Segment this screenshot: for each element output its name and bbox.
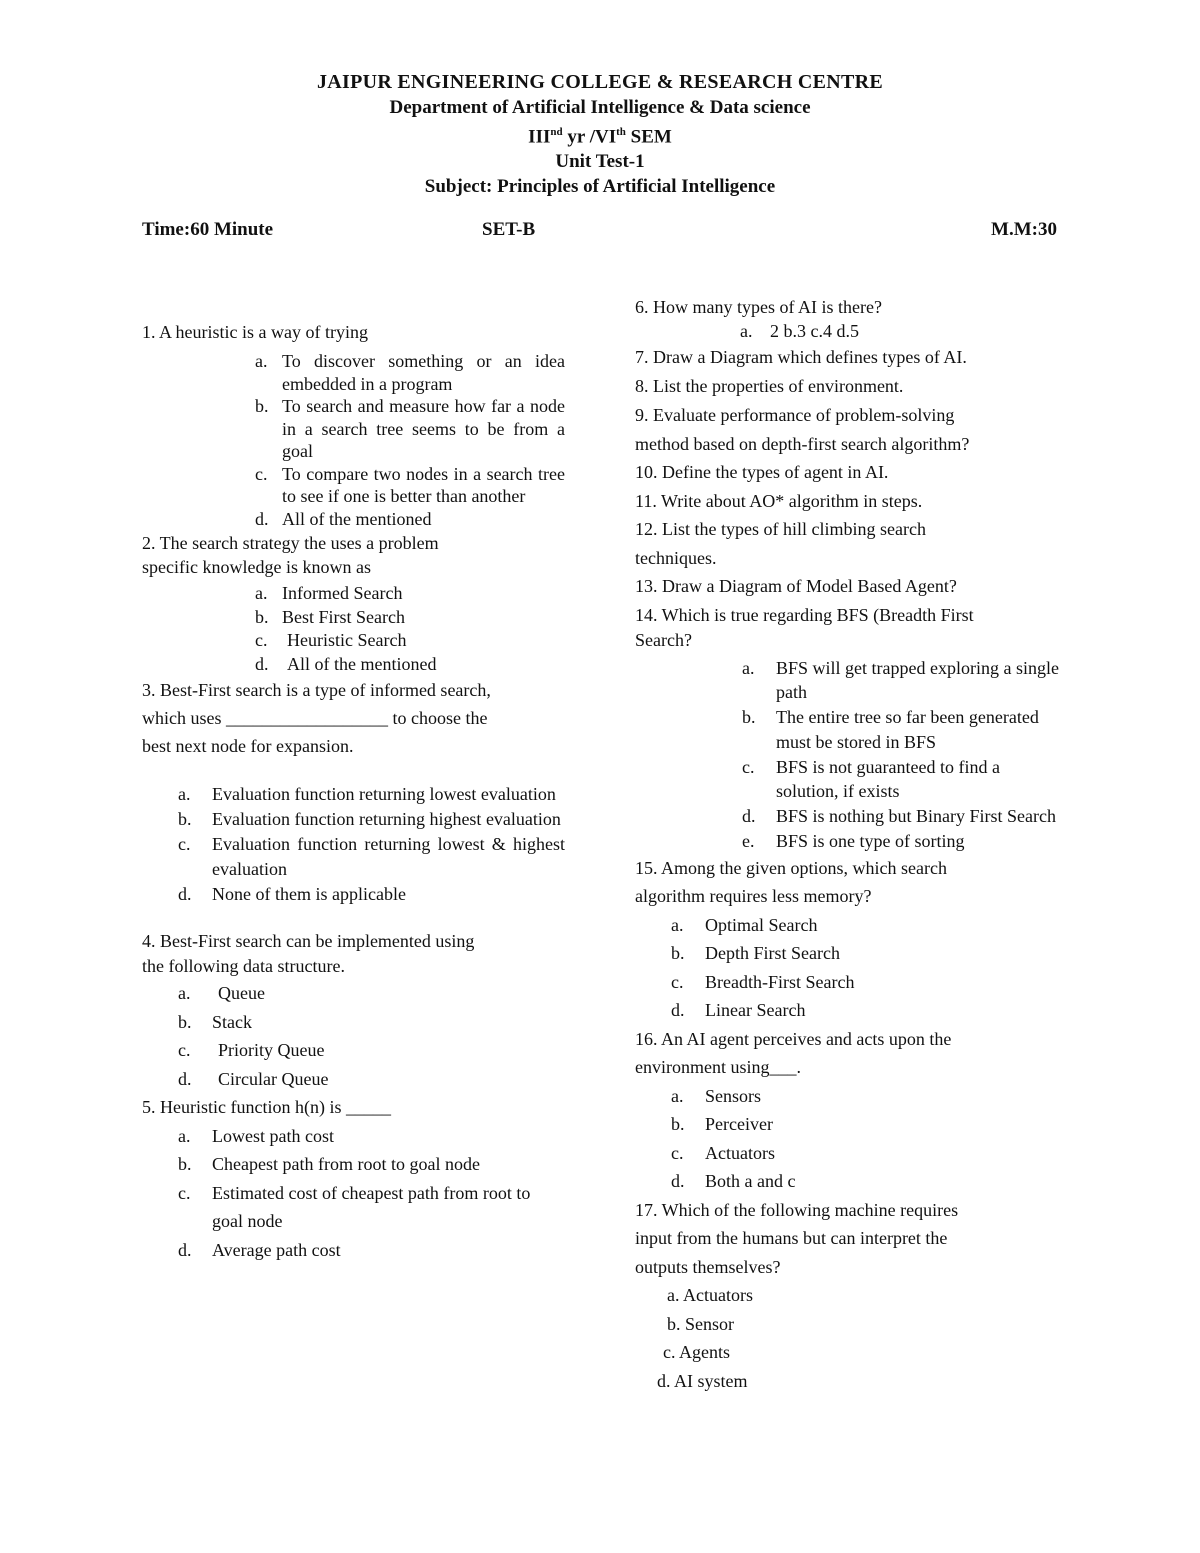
question-1: 1. A heuristic is a way of trying xyxy=(142,322,368,342)
question-9: 9. Evaluate performance of problem-solving method based on depth-first search algorithm? xyxy=(635,405,970,454)
q17-options xyxy=(635,1281,1060,1395)
option: c. Estimated cost of cheapest path from root to goal node xyxy=(178,1182,531,1231)
option: a. Sensors xyxy=(671,1085,762,1106)
question-10: 10. Define the types of agent in AI. xyxy=(635,462,889,482)
test-name: Unit Test-1 xyxy=(555,151,645,173)
q6-options: a. 2 b.3 c.4 d.5 xyxy=(740,321,859,341)
option: b. Perceiver xyxy=(671,1114,773,1135)
q15-options xyxy=(671,911,1060,1025)
option: c. Breadth-First Search xyxy=(671,971,855,992)
option: c. Evaluation function returning lowest & highest evaluation xyxy=(178,834,565,879)
question-15: 15. Among the given options, which search algorithm requires less memory? xyxy=(635,857,947,907)
q5-options xyxy=(178,1122,565,1265)
question-14: 14. Which is true regarding BFS (Breadth First Search? xyxy=(635,604,974,650)
option: c. To compare two nodes in a search tree to see if one is better than another xyxy=(255,463,565,506)
option: d. None of them is applicable xyxy=(178,884,406,904)
year-sem: IIInd yr /VIth SEM xyxy=(528,126,672,148)
option: a. Evaluation function returning lowest evaluation xyxy=(178,784,556,804)
option: b. To search and measure how far a node in a search tree seems to be from a goal xyxy=(255,396,565,461)
option: c. Agents xyxy=(663,1342,730,1363)
question-12: 12. List the types of hill climbing search techniques. xyxy=(635,519,926,568)
option: d. Average path cost xyxy=(178,1239,341,1260)
option: d. Linear Search xyxy=(671,1000,806,1021)
question-17: 17. Which of the following machine requires input from the humans but can interpret the outputs themselves? xyxy=(635,1199,959,1277)
q4-options xyxy=(178,979,567,1093)
option: c. BFS is not guaranteed to find a solution, if exists xyxy=(742,756,1000,802)
subject: Subject: Principles of Artificial Intelligence xyxy=(424,176,776,198)
option: a. Actuators xyxy=(667,1285,753,1306)
option: b. Stack xyxy=(178,1011,252,1032)
option: a. Queue xyxy=(178,983,265,1003)
option: c. Actuators xyxy=(671,1142,775,1163)
option: b. The entire tree so far been generated must be stored in BFS xyxy=(742,707,1039,752)
department: Department of Artificial Intelligence & Data science xyxy=(389,97,811,118)
option: b. Cheapest path from root to goal node xyxy=(178,1154,480,1174)
question-6: 6. How many types of AI is there? xyxy=(635,297,882,317)
q2-options xyxy=(255,582,567,676)
option: c. Heuristic Search xyxy=(255,630,407,650)
question-13: 13. Draw a Diagram of Model Based Agent? xyxy=(635,576,957,596)
question-11: 11. Write about AO* algorithm in steps. xyxy=(635,490,923,511)
option: b. Best First Search xyxy=(255,606,405,627)
q3-options xyxy=(178,782,565,907)
question-4: 4. Best-First search can be implemented using the following data structure. xyxy=(142,931,475,976)
option: a. BFS will get trapped exploring a single path xyxy=(742,657,1059,703)
option: a. To discover something or an idea embedded in a program xyxy=(255,351,565,394)
question-5: 5. Heuristic function h(n) is _____ xyxy=(142,1097,391,1117)
option: d. All of the mentioned xyxy=(255,508,432,529)
question-8: 8. List the properties of environment. xyxy=(635,376,904,396)
option: d. AI system xyxy=(657,1370,748,1391)
q14-options xyxy=(742,656,1060,854)
question-16: 16. An AI agent perceives and acts upon the environment using___. xyxy=(635,1028,952,1078)
option: e. BFS is one type of sorting xyxy=(742,831,965,852)
option: b. Evaluation function returning highest evaluation xyxy=(178,809,561,829)
option: d. Both a and c xyxy=(671,1171,796,1192)
option: a. Lowest path cost xyxy=(178,1125,334,1146)
set: SET-B xyxy=(482,219,536,240)
q1-options xyxy=(255,350,565,530)
question-7: 7. Draw a Diagram which defines types of AI. xyxy=(635,347,967,367)
time: Time:60 Minute xyxy=(142,219,274,240)
option: d. All of the mentioned xyxy=(255,653,437,674)
option: b. Sensor xyxy=(667,1313,734,1334)
option: b. Depth First Search xyxy=(671,943,840,964)
option: d. Circular Queue xyxy=(178,1068,329,1089)
max-marks: M.M:30 xyxy=(991,219,1057,240)
question-2: 2. The search strategy the uses a problem specific knowledge is known as xyxy=(142,533,439,577)
college-name: JAIPUR ENGINEERING COLLEGE & RESEARCH CENTRE xyxy=(316,71,884,93)
header xyxy=(0,70,1200,199)
option: a. Optimal Search xyxy=(671,914,818,935)
question-3: 3. Best-First search is a type of informed search, which uses __________________ to choose the best next node for expansion. xyxy=(142,680,491,756)
option: d. BFS is nothing but Binary First Search xyxy=(742,806,1057,827)
q16-options xyxy=(671,1082,1060,1196)
option: c. Priority Queue xyxy=(178,1040,325,1060)
right-column xyxy=(635,295,1060,1395)
option: a. Informed Search xyxy=(255,583,403,603)
left-column xyxy=(142,320,567,1264)
